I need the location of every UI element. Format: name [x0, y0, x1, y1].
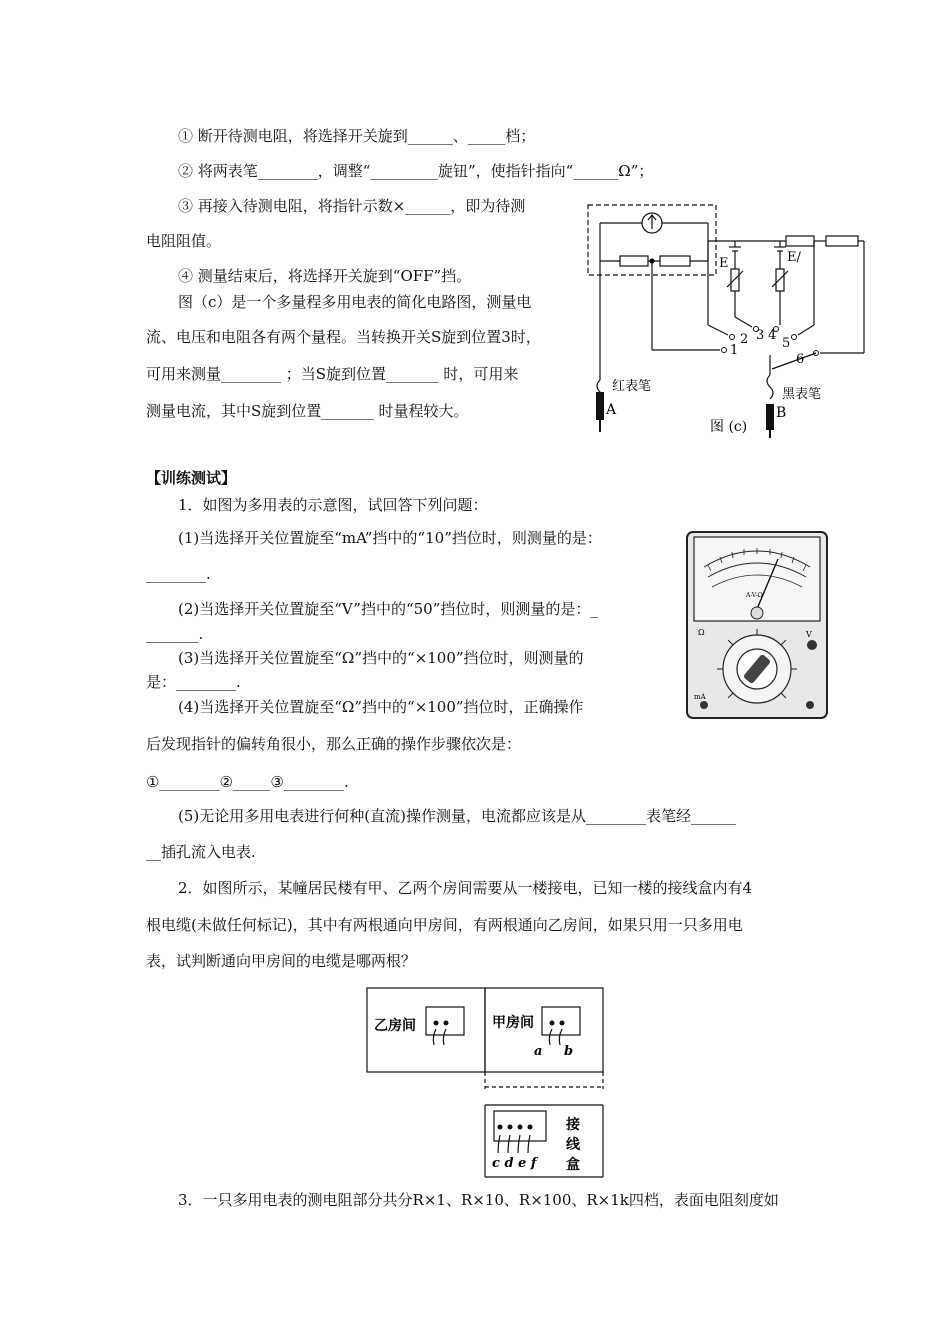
figure-c-caption: 图 (c)	[710, 419, 748, 435]
pos-2-label: 2	[740, 332, 749, 347]
meter-ma-label: mA	[694, 693, 706, 701]
red-probe-label: 红表笔	[612, 379, 652, 394]
q1-part-3-blank: 是：________.	[146, 673, 241, 691]
q1-part-5: (5)无论用多用电表进行何种(直流)操作测量，电流都应该是从________表笔经______	[178, 807, 736, 825]
probe-b-label: B	[776, 405, 787, 421]
meter-v-label: V	[806, 630, 812, 639]
room-yi-label: 乙房间	[374, 1018, 416, 1034]
battery-e-label: E	[719, 256, 729, 271]
q1-stem: 1．如图为多用表的示意图，试回答下列问题：	[178, 496, 488, 514]
q1-part-4-blanks: ①________②_____③________.	[146, 773, 349, 791]
q1-part-1: (1)当选择开关位置旋至“mA”挡中的“10”挡位时，则测量的是：	[178, 529, 602, 547]
q1-part-4-cont: 后发现指针的偏转角很小，那么正确的操作步骤依次是：	[146, 735, 522, 753]
pos-1-label: 1	[730, 343, 739, 358]
section-title: 【训练测试】	[146, 469, 237, 487]
wires-cdef-label: c d e f	[492, 1156, 537, 1171]
circuit-figure-c	[580, 195, 880, 440]
q2-line-1: 2．如图所示，某幢居民楼有甲、乙两个房间需要从一楼接电，已知一楼的接线盒内有4	[178, 879, 753, 897]
q1-part-1-blank: ________.	[146, 565, 211, 583]
para-c-line-1: 图（c）是一个多量程多用电表的简化电路图，测量电	[178, 293, 532, 311]
pos-3-label: 3	[756, 328, 765, 343]
q2-line-2: 根电缆(未做任何标记)，其中有两根通向甲房间，有两根通向乙房间，如果只用一只多用电	[146, 916, 743, 934]
box-label-3: 盒	[566, 1157, 580, 1173]
q1-part-4: (4)当选择开关位置旋至“Ω”挡中的“×100”挡位时，正确操作	[178, 698, 584, 716]
wire-a-label: a	[534, 1044, 543, 1059]
q3-line-1: 3．一只多用电表的测电阻部分共分R×1、R×10、R×100、R×1k四档，表面电阻刻度如	[178, 1191, 779, 1209]
step-1: ① 断开待测电阻，将选择开关旋到______、_____档；	[178, 127, 536, 145]
room-jia-label: 甲房间	[492, 1015, 534, 1031]
para-c-line-3: 可用来测量________ ；当S旋到位置_______ 时，可用来	[146, 365, 519, 383]
room-wiring-figure	[366, 987, 606, 1179]
battery-e2-label: E/	[787, 250, 801, 265]
multimeter-figure	[686, 531, 828, 719]
box-label-2: 线	[566, 1137, 580, 1153]
pos-5-label: 5	[782, 336, 791, 351]
q1-part-2: (2)当选择开关位置旋至“V”挡中的“50”挡位时，则测量的是：_	[178, 600, 598, 618]
q2-line-3: 表，试判断通向甲房间的电缆是哪两根？	[146, 952, 417, 970]
wire-b-label: b	[564, 1044, 574, 1059]
step-2: ② 将两表笔________，调整“_________旋钮”，使指针指向“______Ω”；	[178, 162, 654, 180]
meter-ohm-label: Ω	[698, 628, 705, 637]
para-c-line-2: 流、电压和电阻各有两个量程。当转换开关S旋到位置3时，	[146, 328, 541, 346]
step-3: ③ 再接入待测电阻，将指针示数×______，即为待测	[178, 197, 526, 215]
step-3-cont: 电阻阻值。	[146, 232, 222, 250]
black-probe-label: 黑表笔	[782, 387, 822, 402]
probe-a-label: A	[606, 402, 617, 418]
meter-scale-text: A-V-Ω	[746, 592, 763, 599]
q1-part-3: (3)当选择开关位置旋至“Ω”挡中的“×100”挡位时，则测量的	[178, 649, 584, 667]
para-c-line-4: 测量电流，其中S旋到位置_______ 时量程较大。	[146, 402, 469, 420]
pos-4-label: 4	[768, 328, 777, 343]
box-label-1: 接	[566, 1117, 580, 1133]
step-4: ④ 测量结束后，将选择开关旋到“OFF”挡。	[178, 267, 472, 285]
q1-part-2-blank: _______.	[146, 625, 204, 643]
pos-6-label: 6	[796, 352, 805, 367]
q1-part-5-cont: __插孔流入电表.	[146, 843, 256, 861]
